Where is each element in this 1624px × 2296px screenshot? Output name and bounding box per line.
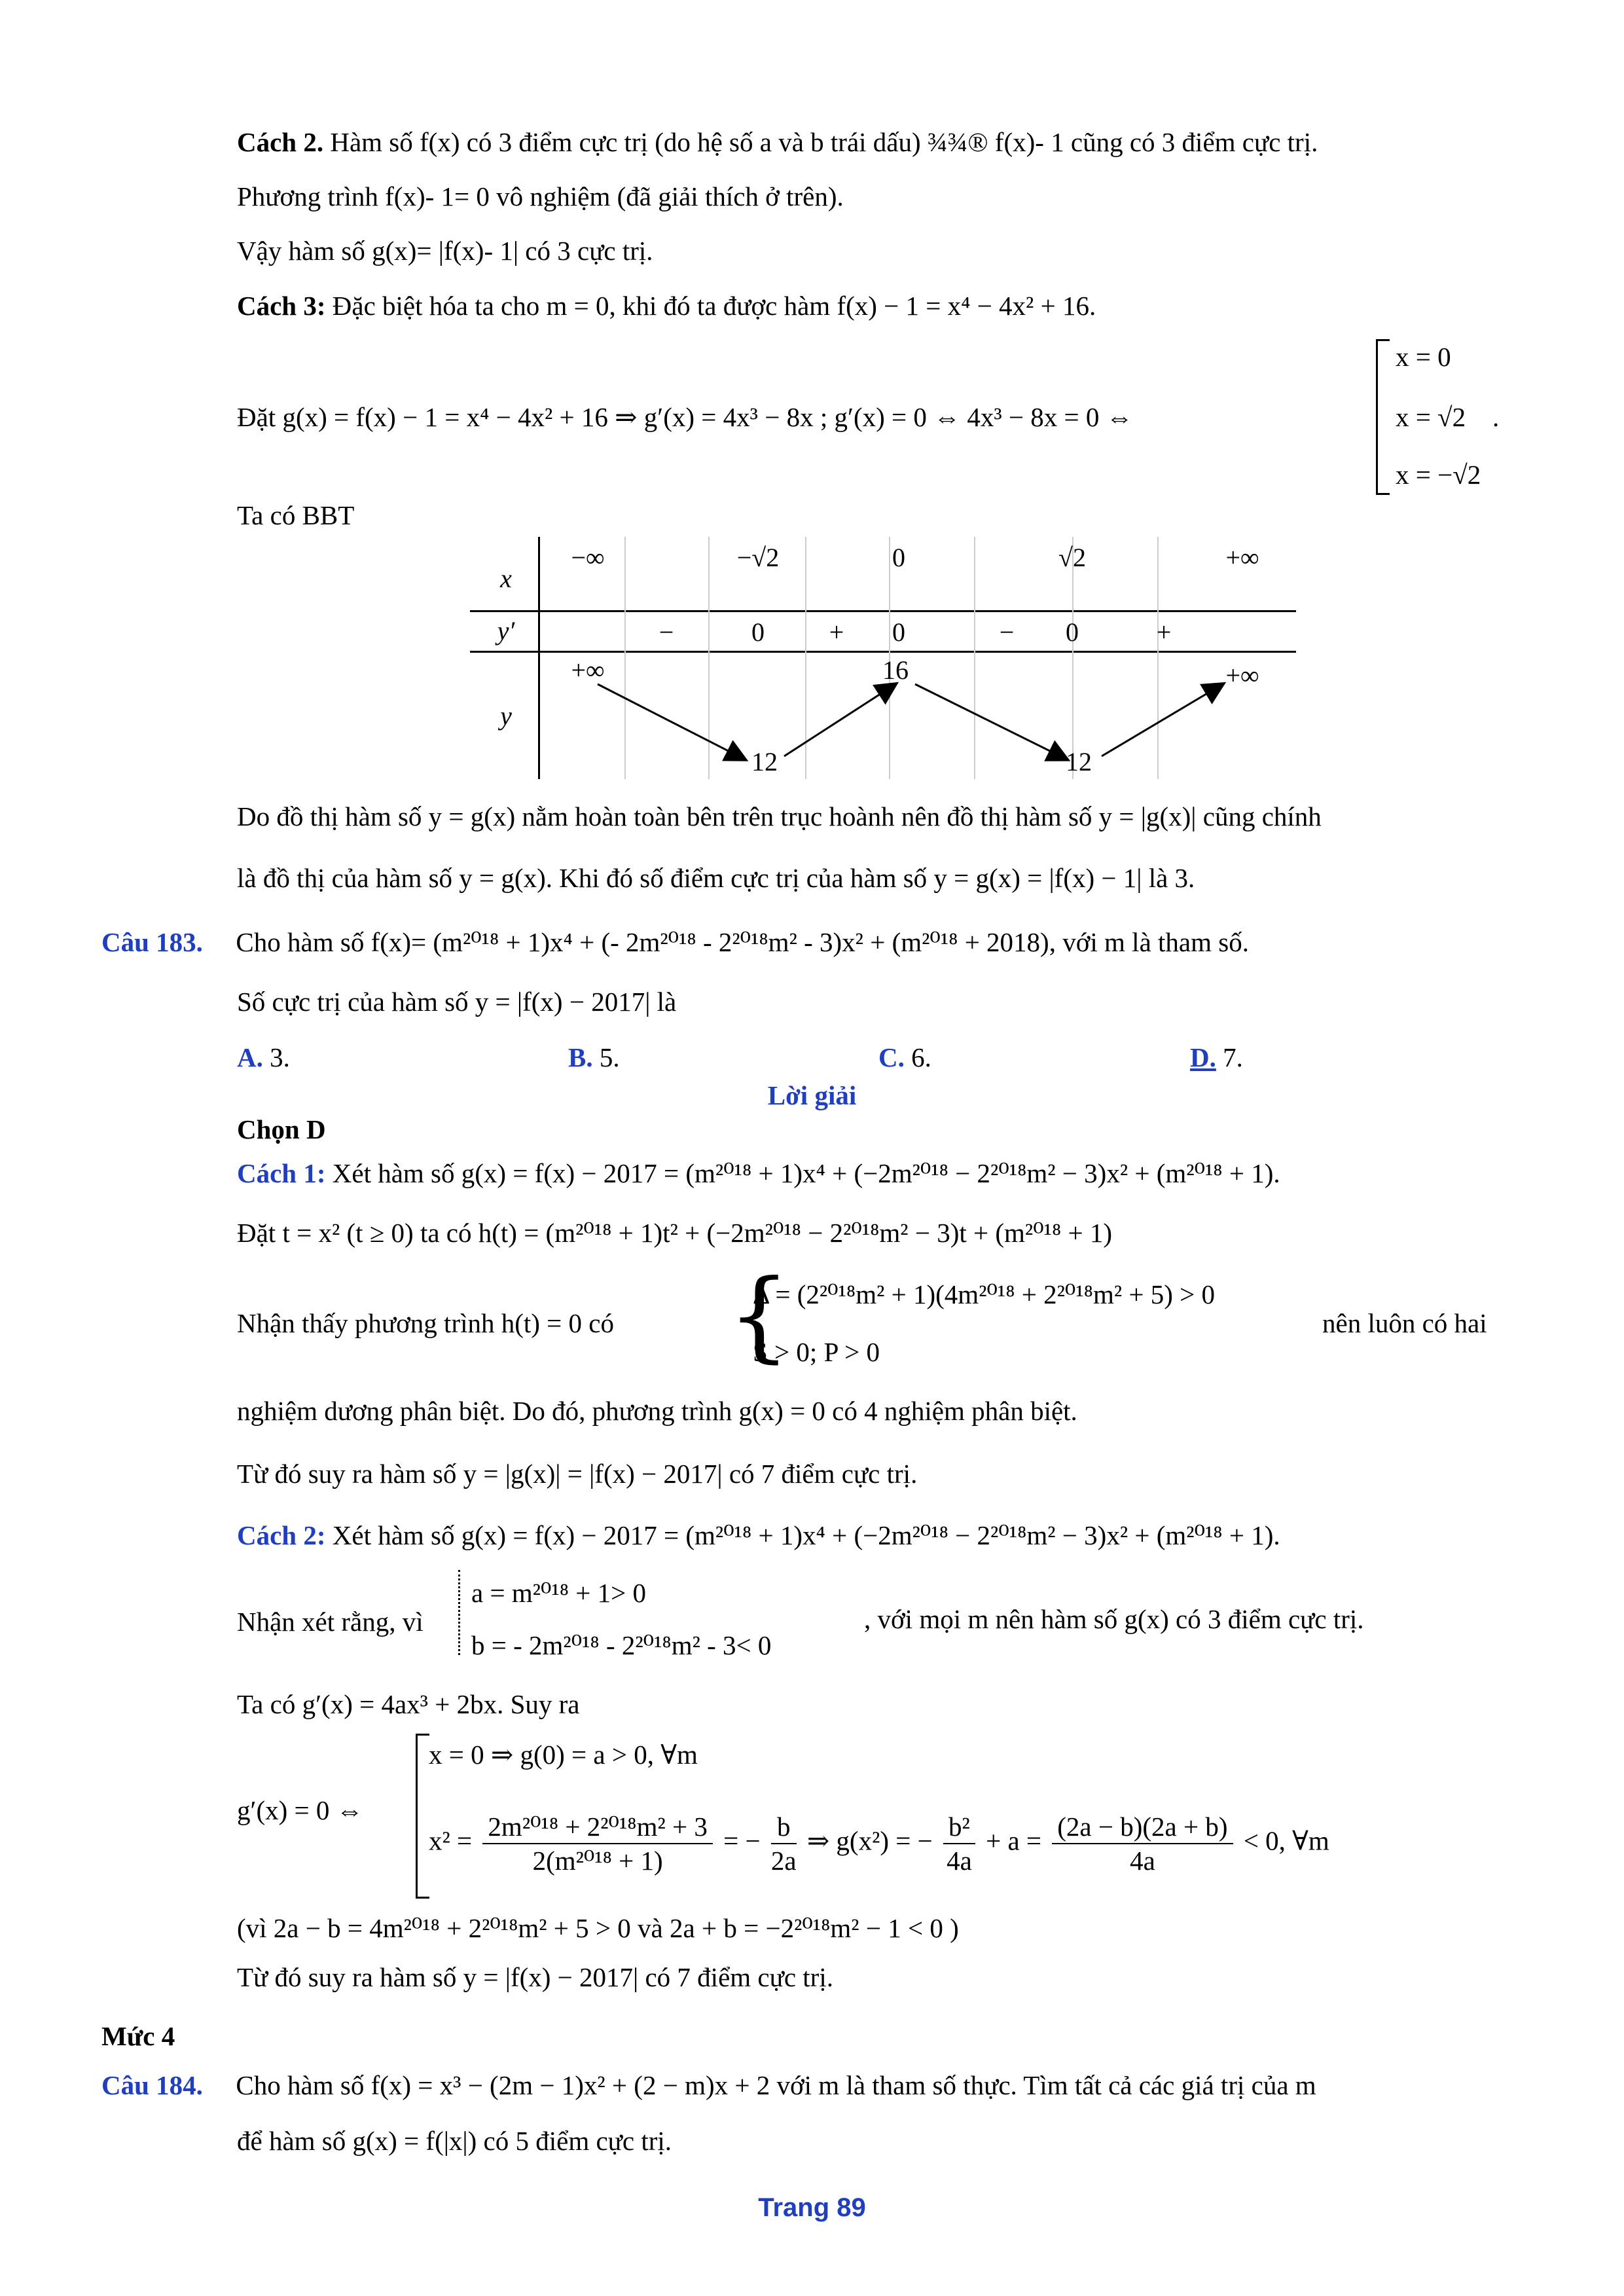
y-value: +∞ xyxy=(1225,661,1259,690)
numerator: (2a − b)(2a + b) xyxy=(1052,1810,1233,1844)
level-heading: Mức 4 xyxy=(101,2021,175,2051)
text-line: Nhận thấy phương trình h(t) = 0 có xyxy=(237,1308,615,1338)
cach2-text: Xét hàm số g(x) = f(x) − 2017 = (m²⁰¹⁸ + 1)x⁴ + (−2m²⁰¹⁸ − 2²⁰¹⁸m² − 3)x² + (m²⁰¹⁸ + 1). xyxy=(332,1520,1280,1550)
yp-zero: 0 xyxy=(892,617,905,647)
denominator: 4a xyxy=(947,1846,972,1876)
option-d xyxy=(1190,1041,1243,1074)
option-text: 3. xyxy=(270,1042,290,1072)
cach2-line xyxy=(237,126,1318,158)
text-line: Từ đó suy ra hàm số y = |f(x) − 2017| có 7 điểm cực trị. xyxy=(237,1962,833,1992)
option-text: 6. xyxy=(911,1042,931,1072)
answer-choice: Chọn D xyxy=(237,1114,326,1144)
case-text: x² = xyxy=(429,1825,473,1856)
yp-zero: 0 xyxy=(751,617,765,647)
text-line: g′(x) = 0 ⇔ xyxy=(237,1795,363,1825)
text-line: (vì 2a − b = 4m²⁰¹⁸ + 2²⁰¹⁸m² + 5 > 0 và 2a + b = −2²⁰¹⁸m² − 1 < 0 ) xyxy=(237,1913,959,1943)
text-line: Do đồ thị hàm số y = g(x) nằm hoàn toàn bên trên trục hoành nên đồ thị hàm số y = |g(x)| cũng chính xyxy=(237,801,1322,831)
cach2-text: Hàm số f(x) có 3 điểm cực trị (do hệ số a và b trái dấu) ¾¾® f(x)- 1 cũng có 3 điểm cực trị. xyxy=(330,127,1318,157)
case-line xyxy=(429,1810,1329,1877)
question-text: Cho hàm số f(x) = x³ − (2m − 1)x² + (2 − m)x + 2 với m là tham số thực. Tìm tất cả các giá trị của m xyxy=(236,2070,1316,2100)
cach2b-line xyxy=(237,1519,1280,1552)
text-line: Ta có g′(x) = 4ax³ + 2bx. Suy ra xyxy=(237,1689,580,1719)
text-line: nên luôn có hai xyxy=(1322,1308,1487,1338)
dat-g-line: Đặt g(x) = f(x) − 1 = x⁴ − 4x² + 16 ⇒ g′(x) = 4x³ − 8x ; g′(x) = 0 ⇔ 4x³ − 8x = 0 ⇔ xyxy=(237,402,1133,432)
cach2-label: Cách 2. xyxy=(237,127,324,157)
yp-sign: − xyxy=(999,617,1015,647)
yp-sign: + xyxy=(1156,617,1172,647)
text-line: là đồ thị của hàm số y = g(x). Khi đó số điểm cực trị của hàm số y = g(x) = |f(x) − 1| là 3. xyxy=(237,863,1195,893)
y-value: +∞ xyxy=(571,655,605,685)
case-line: x = √2 xyxy=(1396,402,1466,432)
system-brace xyxy=(458,1570,460,1655)
x-value: −∞ xyxy=(571,543,605,572)
variation-table xyxy=(470,537,1296,779)
system-line: S > 0; P > 0 xyxy=(753,1337,880,1367)
text-line: Vậy hàm số g(x)= |f(x)- 1| có 3 cực trị. xyxy=(237,236,653,266)
text-line: , với mọi m nên hàm số g(x) có 3 điểm cực trị. xyxy=(864,1604,1364,1634)
text-line: Ta có BBT xyxy=(237,500,355,530)
fraction xyxy=(771,1810,797,1877)
arrow-up xyxy=(784,684,895,756)
case-bracket xyxy=(1376,339,1390,495)
cach3-label: Cách 3: xyxy=(237,291,326,321)
text-line: Đặt t = x² (t ≥ 0) ta có h(t) = (m²⁰¹⁸ + 1)t² + (−2m²⁰¹⁸ − 2²⁰¹⁸m² − 3)t + (m²⁰¹⁸ + 1) xyxy=(237,1218,1113,1248)
yp-sign: − xyxy=(659,617,674,647)
row-label-y: y xyxy=(500,701,512,731)
arrow-down xyxy=(915,684,1067,759)
option-label: B. xyxy=(568,1042,593,1072)
cach3-line xyxy=(237,289,1096,322)
case-text: ⇒ g(x²) = − xyxy=(806,1825,933,1856)
fraction xyxy=(1052,1810,1233,1877)
yp-zero: 0 xyxy=(1066,617,1079,647)
question-label: Câu 183. xyxy=(101,927,203,957)
y-value: 16 xyxy=(882,655,909,685)
option-a xyxy=(237,1041,290,1074)
row-label-x: x xyxy=(500,564,512,593)
option-label: A. xyxy=(237,1042,263,1072)
option-text: 5. xyxy=(599,1042,620,1072)
row-label-yp: y′ xyxy=(497,616,515,646)
case-line: x = −√2 xyxy=(1396,460,1481,490)
y-value: 12 xyxy=(1066,747,1092,776)
case-text: < 0, ∀m xyxy=(1243,1825,1329,1856)
cach3-text: Đặc biệt hóa ta cho m = 0, khi đó ta được hàm f(x) − 1 = x⁴ − 4x² + 16. xyxy=(332,291,1096,321)
option-c xyxy=(878,1041,931,1074)
fraction xyxy=(943,1810,975,1877)
option-b xyxy=(568,1041,620,1074)
option-label: C. xyxy=(878,1042,905,1072)
y-value: 12 xyxy=(751,747,778,776)
cach1-line xyxy=(237,1157,1280,1190)
yp-sign: + xyxy=(829,617,844,647)
cach2-label: Cách 2: xyxy=(237,1520,326,1550)
system-line: Δ = (2²⁰¹⁸m² + 1)(4m²⁰¹⁸ + 2²⁰¹⁸m² + 5) > 0 xyxy=(753,1279,1216,1309)
denominator: 2a xyxy=(770,1846,797,1876)
period: . xyxy=(1492,402,1500,432)
option-text: 7. xyxy=(1223,1042,1243,1072)
system-line: a = m²⁰¹⁸ + 1> 0 xyxy=(471,1578,647,1608)
text-line: Từ đó suy ra hàm số y = |g(x)| = |f(x) − 2017| có 7 điểm cực trị. xyxy=(237,1459,918,1489)
case-text: + a = xyxy=(986,1825,1042,1856)
denominator: 2(m²⁰¹⁸ + 1) xyxy=(532,1846,663,1876)
case-text: = − xyxy=(723,1825,761,1856)
text-line: Số cực trị của hàm số y = |f(x) − 2017| là xyxy=(237,987,677,1017)
solution-heading: Lời giải xyxy=(767,1080,857,1110)
page-number: Trang 89 xyxy=(758,2193,866,2222)
question-183 xyxy=(101,926,1249,958)
x-value: +∞ xyxy=(1225,543,1259,572)
case-line: x = 0 xyxy=(1396,342,1451,372)
arrow-down xyxy=(598,684,745,759)
numerator: b xyxy=(771,1810,797,1844)
system-brace: { xyxy=(728,1259,791,1373)
question-label: Câu 184. xyxy=(101,2070,203,2100)
text-line: Nhận xét rằng, vì xyxy=(237,1607,424,1637)
case-bracket xyxy=(416,1734,429,1899)
x-value: −√2 xyxy=(736,543,780,572)
denominator: 4a xyxy=(1130,1846,1155,1876)
cach1-label: Cách 1: xyxy=(237,1158,326,1188)
numerator: b² xyxy=(943,1810,975,1844)
x-value: 0 xyxy=(892,543,905,572)
case-line: x = 0 ⇒ g(0) = a > 0, ∀m xyxy=(429,1740,698,1770)
cach1-text: Xét hàm số g(x) = f(x) − 2017 = (m²⁰¹⁸ + 1)x⁴ + (−2m²⁰¹⁸ − 2²⁰¹⁸m² − 3)x² + (m²⁰¹⁸ + 1). xyxy=(332,1158,1280,1188)
text-line: để hàm số g(x) = f(|x|) có 5 điểm cực trị. xyxy=(237,2126,672,2156)
text-line: Phương trình f(x)- 1= 0 vô nghiệm (đã giải thích ở trên). xyxy=(237,181,844,211)
x-value: √2 xyxy=(1058,543,1086,572)
numerator: 2m²⁰¹⁸ + 2²⁰¹⁸m² + 3 xyxy=(482,1810,712,1844)
option-label: D. xyxy=(1190,1042,1216,1072)
variation-arrows xyxy=(470,537,1296,779)
system-line: b = - 2m²⁰¹⁸ - 2²⁰¹⁸m² - 3< 0 xyxy=(471,1630,772,1660)
fraction xyxy=(482,1810,712,1877)
text-line: nghiệm dương phân biệt. Do đó, phương trình g(x) = 0 có 4 nghiệm phân biệt. xyxy=(237,1396,1077,1426)
question-184 xyxy=(101,2069,1316,2102)
arrow-up xyxy=(1102,684,1223,756)
question-text: Cho hàm số f(x)= (m²⁰¹⁸ + 1)x⁴ + (- 2m²⁰¹⁸ - 2²⁰¹⁸m² - 3)x² + (m²⁰¹⁸ + 2018), với m là tham số. xyxy=(236,927,1249,957)
